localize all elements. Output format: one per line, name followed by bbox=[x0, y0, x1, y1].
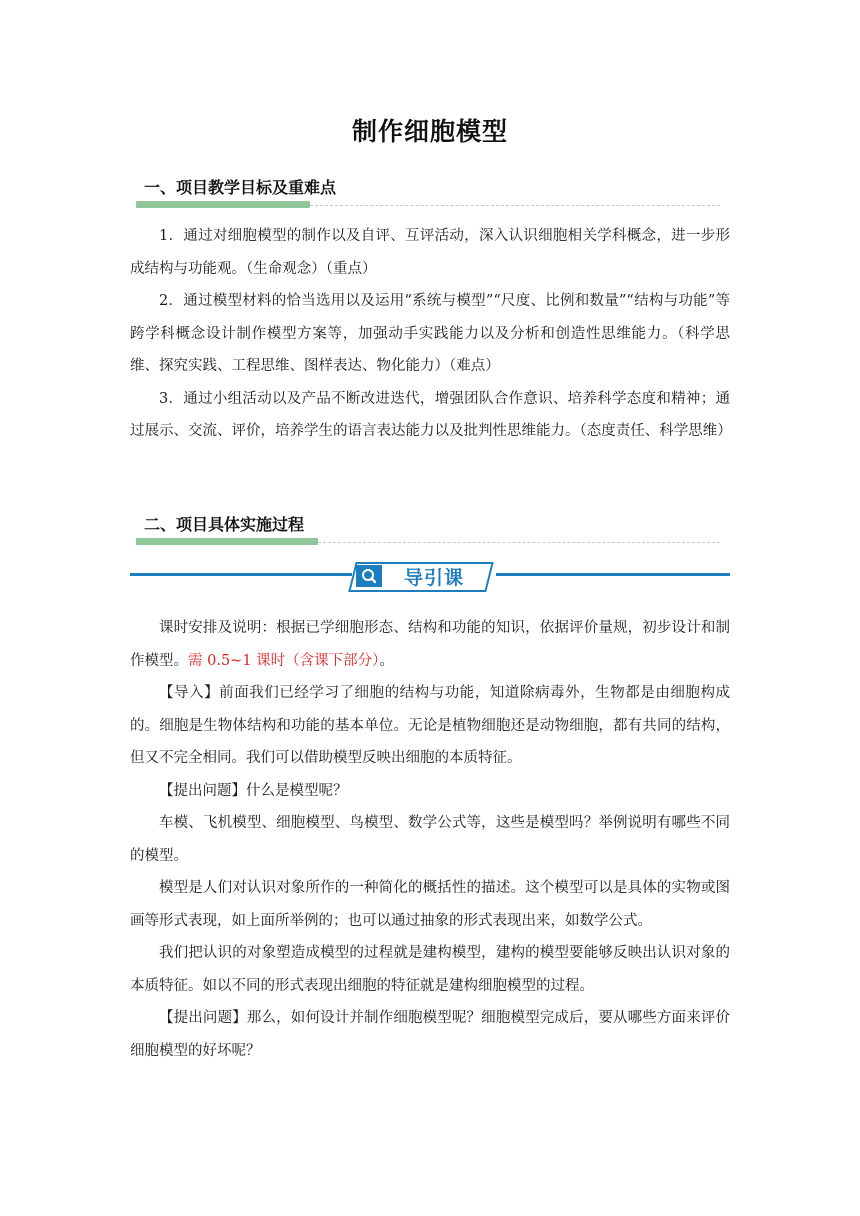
heading-dashed-rule bbox=[310, 205, 720, 206]
section-heading-process bbox=[136, 512, 720, 548]
objective-paragraph: 3．通过小组活动以及产品不断改进迭代，增强团队合作意识、培养科学态度和精神；通过展示、交流、评价，培养学生的语言表达能力以及批判性思维能力。（态度责任、科学思维） bbox=[130, 390, 732, 439]
lesson-banner bbox=[130, 560, 730, 596]
heading-underline-bar bbox=[136, 538, 318, 545]
banner-badge bbox=[352, 560, 496, 590]
banner-label: 导引课 bbox=[404, 567, 465, 589]
body-paragraph: 【提出问题】什么是模型呢？ bbox=[159, 782, 348, 799]
objective-paragraph: 2．通过模型材料的恰当选用以及运用“系统与模型”“尺度、比例和数量”“结构与功能”等跨学科概念设计制作模型方案等，加强动手实践能力以及分析和创造性思维能力。（科学思维、探究实践、工程思维、图样表达、物化能力）（难点） bbox=[130, 293, 730, 374]
process-body bbox=[130, 612, 730, 1067]
section-heading-text: 二、项目具体实施过程 bbox=[144, 515, 305, 534]
search-icon bbox=[356, 565, 382, 587]
objective-paragraph: 1．通过对细胞模型的制作以及自评、互评活动，深入认识细胞相关学科概念，进一步形成结构与功能观。（生命观念）（重点） bbox=[130, 228, 730, 277]
section-heading-objectives bbox=[136, 175, 720, 211]
body-paragraph: 车模、飞机模型、细胞模型、鸟模型、数学公式等，这些是模型吗？举例说明有哪些不同的模型。 bbox=[130, 815, 730, 864]
body-paragraph: 【导入】前面我们已经学习了细胞的结构与功能，知道除病毒外，生物都是由细胞构成的。细胞是生物体结构和功能的基本单位。无论是植物细胞还是动物细胞，都有共同的结构，但又不完全相同。我们可以借助模型反映出细胞的本质特征。 bbox=[130, 685, 730, 766]
body-paragraph: 模型是人们对认识对象所作的一种简化的概括性的描述。这个模型可以是具体的实物或图画等形式表现，如上面所举例的；也可以通过抽象的形式表现出来，如数学公式。 bbox=[130, 880, 730, 929]
schedule-text: 课时安排及说明：根据已学细胞形态、结构和功能的知识，依据评价量规，初步设计和制作模型。 bbox=[130, 620, 730, 669]
page-title: 制作细胞模型 bbox=[351, 117, 508, 146]
section-heading-text: 一、项目教学目标及重难点 bbox=[144, 178, 337, 197]
schedule-paragraph bbox=[130, 612, 730, 677]
body-paragraph: 我们把认识的对象塑造成模型的过程就是建构模型，建构的模型要能够反映出认识对象的本质特征。如以不同的形式表现出细胞的特征就是建构细胞模型的过程。 bbox=[130, 945, 730, 994]
heading-dashed-rule bbox=[318, 542, 720, 543]
schedule-highlight: 需 0.5~1 课时（含课下部分） bbox=[188, 652, 380, 669]
heading-underline-bar bbox=[136, 201, 310, 208]
body-paragraph: 【提出问题】那么，如何设计并制作细胞模型呢？细胞模型完成后，要从哪些方面来评价细胞模型的好坏呢？ bbox=[130, 1010, 730, 1059]
schedule-end: 。 bbox=[379, 652, 394, 669]
objectives-body bbox=[130, 220, 730, 448]
